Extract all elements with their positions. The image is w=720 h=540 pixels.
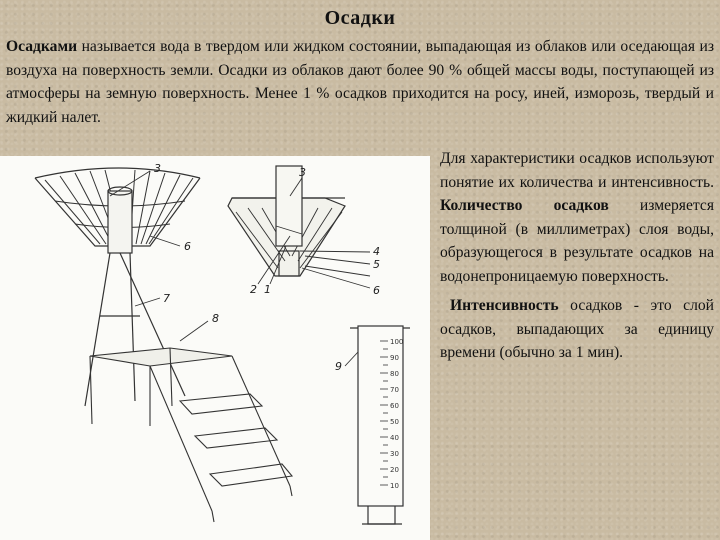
scale-label: 30 [390,450,399,458]
scale-label: 20 [390,466,399,474]
scale-label: 90 [390,354,399,362]
scale-label: 40 [390,434,399,442]
label-2: 2 [250,283,257,296]
label-1: 1 [264,283,271,296]
side-text [440,147,714,365]
label-5: 5 [373,258,380,271]
scale-label: 80 [390,370,399,378]
gauge-drawing [0,156,430,540]
label-7: 7 [163,292,170,305]
label-6a: 6 [184,240,191,253]
quantity-definition: измеряется толщиной (в миллиметрах) слоя воды, образующегося в результате осадков на водонепроницаемую поверхность. [440,197,714,285]
quantity-intro: Для характеристики осадков используют понятие их количества и интенсивность. [440,150,714,191]
precipitation-gauge-illustration [0,156,430,540]
intro-paragraph [6,35,714,129]
label-3b: 3 [299,166,306,179]
intro-term: Осадками [6,38,78,55]
quantity-paragraph [440,147,714,288]
scale-label: 60 [390,402,399,410]
scale-label: 50 [390,418,399,426]
measuring-glass [350,326,410,524]
label-4: 4 [373,245,380,258]
intensity-definition: осадков - это слой осадков, выпадающих за единицу времени (обычно за 1 мин). [440,297,714,361]
scale-label: 70 [390,386,399,394]
intensity-paragraph [440,294,714,365]
quantity-term: Количество осадков [440,197,609,214]
intro-text: называется вода в твердом или жидком состоянии, выпадающая из облаков или оседающая из воздуха на поверхность земли. Осадки из облаков дают более 90 % общей массы воды, поступающей из атмосферы на земную поверхность. Менее 1 % осадков приходится на росу, иней, изморозь, твердый и жидкий налет. [6,38,714,126]
label-8: 8 [212,312,219,325]
tripod-leg [85,253,110,406]
label-9: 9 [335,360,342,373]
scale-label: 10 [390,482,399,490]
page-title: Осадки [324,7,396,29]
label-6b: 6 [373,284,380,297]
scale-label: 100 [390,338,404,346]
ladder [90,348,292,522]
intensity-term: Интенсивность [450,297,559,314]
label-3a: 3 [154,162,161,175]
gauge-cross-section [228,166,345,276]
gauge-vessel [108,191,132,253]
